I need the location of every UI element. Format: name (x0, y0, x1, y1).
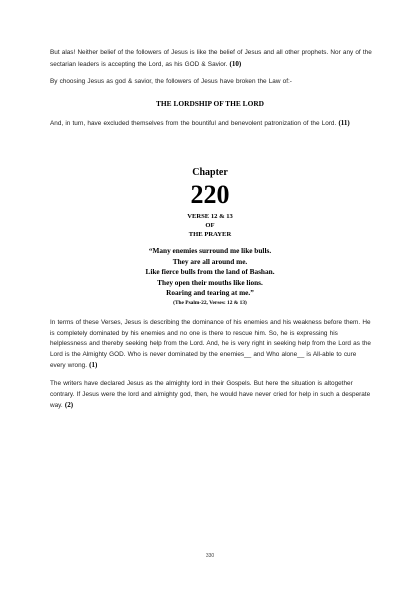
footnote-ref: (1) (89, 361, 98, 369)
section-heading: THE LORDSHIP OF THE LORD (155, 99, 264, 108)
paragraph-text: In terms of these Verses, Jesus is describing the dominance of his enemies and his weakness before them. He is completely dominated by his enemies and no one is there to rescue him. So, he is expressing his helplessness and thereby seeking help from the Lord. And, he is very right in seeking help from the Lord as the Lord is the Almighty GOD. Who is never dominated by the enemies__ and Who alone__ is All-able to cure every wrong. (50, 319, 371, 369)
verse-line: OF (205, 222, 215, 229)
verse-line: VERSE 12 & 13 (187, 213, 233, 220)
paragraph-writers (50, 379, 372, 412)
footnote-ref: (10) (229, 59, 242, 68)
paragraph-broken-law (50, 77, 372, 88)
footnote-ref: (2) (64, 401, 74, 409)
paragraph-text: The writers have declared Jesus as the almighty lord in their Gospels. But here the situation is altogether contrary. If Jesus were the lord and almighty god, then, he would have never cried for help in such a desperate way. (50, 380, 371, 409)
chapter-number: 220 (190, 180, 230, 209)
paragraph-text: And, in turn, have excluded themselves from the bountiful and benevolent patronization of the Lord. (50, 120, 337, 127)
paragraph-excluded (50, 118, 372, 130)
quote-source: (The Psalm-22, Verses: 12 & 13) (173, 299, 247, 306)
paragraph-text: But alas! Neither belief of the followers of Jesus is like the belief of Jesus and all other prophets. Nor any of the sectarian leaders is accepting the Lord, as his GOD & Savior. (50, 49, 372, 68)
quote-line: They are all around me. (172, 256, 248, 266)
verse-line: THE PRAYER (188, 231, 232, 238)
footnote-ref: (11) (338, 119, 350, 127)
quote-line: They open their mouths like lions. (157, 277, 263, 287)
page-number: 330 (205, 553, 215, 559)
quote-line: “Many enemies surround me like bulls. (148, 246, 272, 255)
quote-line: Like fierce bulls from the land of Bashan. (145, 267, 275, 276)
psalm-quote (0, 246, 420, 307)
paragraph-beliefs (50, 48, 372, 70)
paragraph-dominance (50, 318, 372, 372)
paragraph-text: By choosing Jesus as god & savior, the followers of Jesus have broken the Law of:- (50, 78, 292, 85)
quote-line: Roaring and tearing at me.” (166, 288, 254, 297)
chapter-label: Chapter (192, 167, 228, 178)
verse-heading (0, 212, 420, 239)
